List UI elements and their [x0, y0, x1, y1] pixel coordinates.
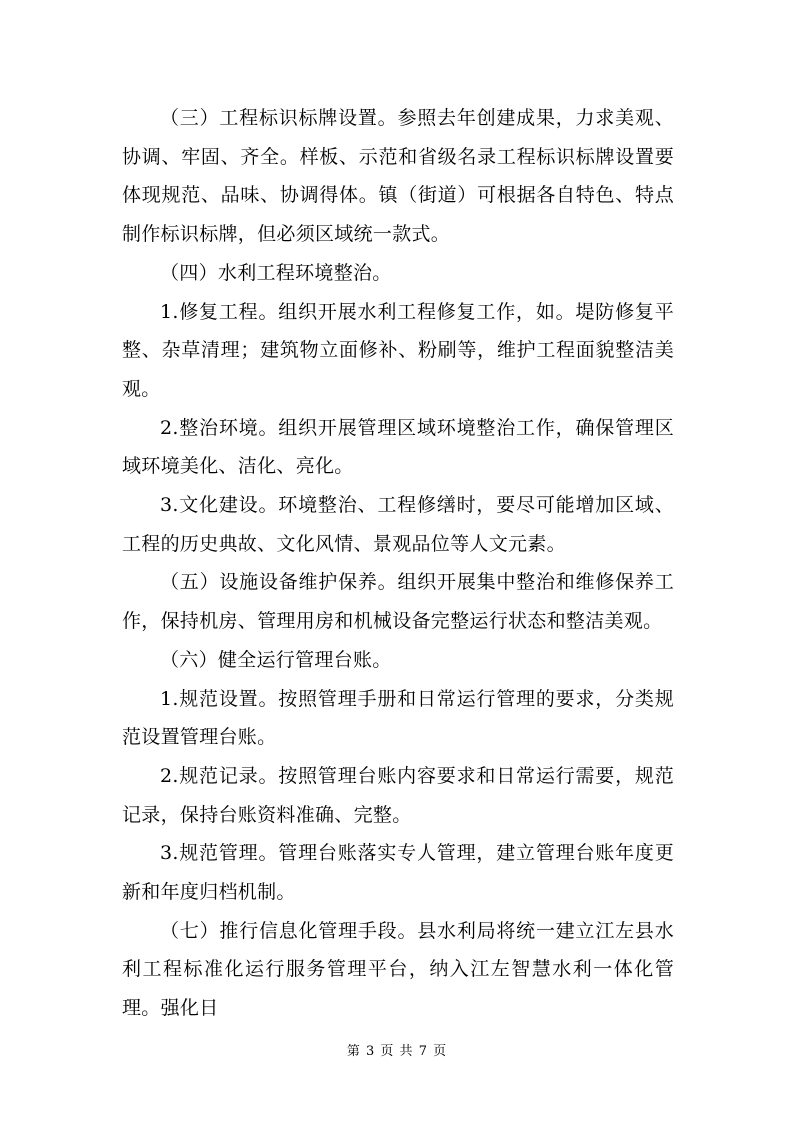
document-body — [122, 99, 674, 1028]
paragraph-section-4-heading: （四）水利工程环境整治。 — [160, 261, 392, 284]
paragraph-section-3-signage: （三）工程标识标牌设置。参照去年创建成果，力求美观、协调、牢固、齐全。样板、示范和省级名录工程标识标牌设置要体现规范、品味、协调得体。镇（街道）可根据各自特色、特点制作标识标牌，但必须区域统一款式。 — [122, 107, 674, 246]
paragraph-6-1-setup: 1.规范设置。按照管理手册和日常运行管理的要求，分类规范设置管理台账。 — [122, 687, 674, 749]
paragraph-4-1-repair: 1.修复工程。组织开展水利工程修复工作，如。堤防修复平整、杂草清理；建筑物立面修补、粉刷等，维护工程面貌整洁美观。 — [122, 300, 674, 400]
paragraph-4-3-culture: 3.文化建设。环境整治、工程修缮时，要尽可能增加区域、工程的历史典故、文化风情、景观品位等人文元素。 — [122, 494, 674, 555]
paragraph-section-7-informatization: （七）推行信息化管理手段。县水利局将统一建立江左县水利工程标准化运行服务管理平台，纳入江左智慧水利一体化管理。强化日 — [122, 919, 674, 1020]
paragraph-6-2-records: 2.规范记录。按照管理台账内容要求和日常运行需要，规范记录，保持台账资料准确、完整。 — [122, 764, 674, 826]
paragraph-section-5-maintenance: （五）设施设备维护保养。组织开展集中整治和维修保养工作，保持机房、管理用房和机械设备完整运行状态和整洁美观。 — [122, 571, 674, 633]
paragraph-section-6-heading: （六）健全运行管理台账。 — [160, 648, 392, 671]
page-number-footer: 第 3 页 共 7 页 — [346, 1044, 448, 1059]
paragraph-6-3-management: 3.规范管理。管理台账落实专人管理，建立管理台账年度更新和年度归档机制。 — [122, 842, 674, 904]
paragraph-4-2-environment: 2.整治环境。组织开展管理区域环境整治工作，确保管理区域环境美化、洁化、亮化。 — [122, 416, 674, 478]
